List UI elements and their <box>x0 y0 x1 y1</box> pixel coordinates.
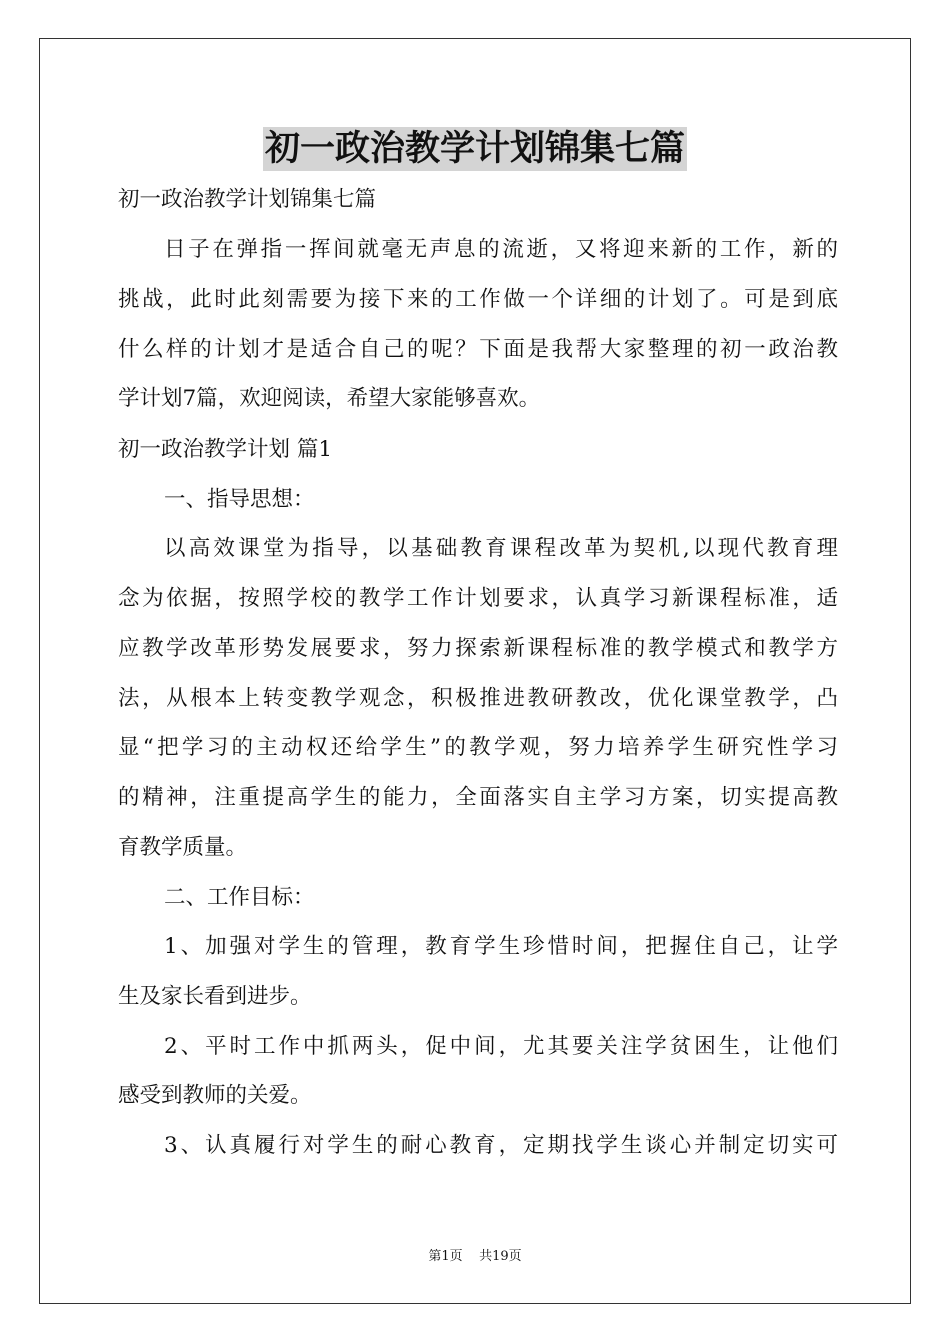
goal-line: 2、平时工作中抓两头，促中间，尤其要关注学贫困生，让他们 <box>164 1034 838 1059</box>
section-heading: 初一政治教学计划 篇1 <box>118 437 333 462</box>
guiding-line: 法，从根本上转变教学观念，积极推进教研教改，优化课堂教学，凸 <box>118 686 838 711</box>
document-subtitle: 初一政治教学计划锦集七篇 <box>118 187 377 212</box>
guiding-line: 的精神，注重提高学生的能力，全面落实自主学习方案，切实提高教 <box>118 785 838 810</box>
guiding-line: 念为依据，按照学校的教学工作计划要求，认真学习新课程标准，适 <box>118 586 838 611</box>
page-footer: 第1页 共19页 <box>428 1249 522 1264</box>
guiding-heading: 一、指导思想： <box>164 487 315 512</box>
goal-line: 生及家长看到进步。 <box>118 984 312 1009</box>
intro-line: 什么样的计划才是适合自己的呢？下面是我帮大家整理的初一政治教 <box>118 337 838 362</box>
page-border <box>39 38 911 1304</box>
guiding-line: 育教学质量。 <box>118 835 248 860</box>
intro-line: 学计划7篇，欢迎阅读，希望大家能够喜欢。 <box>118 386 541 411</box>
goal-line: 1、加强对学生的管理，教育学生珍惜时间，把握住自己，让学 <box>164 934 838 959</box>
document-title: 初一政治教学计划锦集七篇 <box>264 128 685 169</box>
intro-line: 挑战，此时此刻需要为接下来的工作做一个详细的计划了。可是到底 <box>118 287 838 312</box>
goal-line: 感受到教师的关爱。 <box>118 1083 312 1108</box>
goals-heading: 二、工作目标： <box>164 885 315 910</box>
goal-line: 3、认真履行对学生的耐心教育，定期找学生谈心并制定切实可 <box>164 1133 838 1158</box>
guiding-line: 显“把学习的主动权还给学生”的教学观，努力培养学生研究性学习 <box>118 735 838 760</box>
title-wrap <box>0 127 950 171</box>
guiding-line: 以高效课堂为指导，以基础教育课程改革为契机,以现代教育理 <box>164 536 838 561</box>
guiding-line: 应教学改革形势发展要求，努力探索新课程标准的教学模式和教学方 <box>118 636 838 661</box>
intro-line: 日子在弹指一挥间就毫无声息的流逝，又将迎来新的工作，新的 <box>164 237 838 262</box>
